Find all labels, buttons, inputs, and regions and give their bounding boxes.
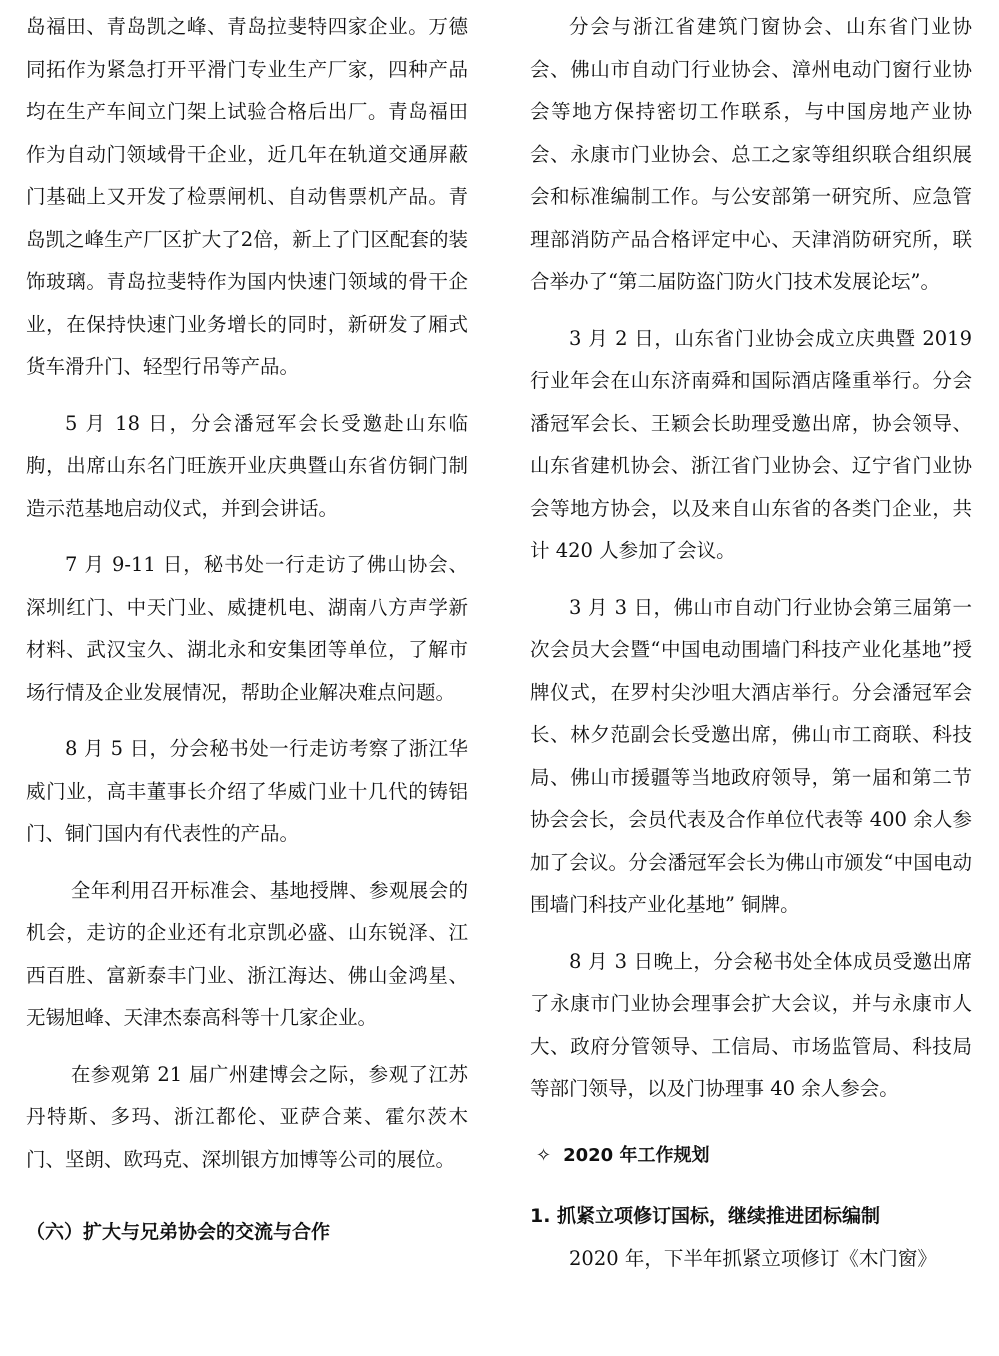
left-column <box>26 6 468 1254</box>
paragraph-march-2: 3 月 2 日，山东省门业协会成立庆典暨 2019 行业年会在山东济南舜和国际酒店隆重举行。分会潘冠军会长、王颖会长助理受邀出席，协会领导、山东省建机协会、浙江省门业协会、辽宁省门业协会等地方协会，以及来自山东省的各类门企业，共计 420 人参加了会议。 <box>530 326 972 562</box>
paragraph-july-9-11: 7 月 9-11 日，秘书处一行走访了佛山协会、深圳红门、中天门业、威捷机电、湖南八方声学新材料、武汉宝久、湖北永和安集团等单位，了解市场行情及企业发展情况，帮助企业解决难点问题。 <box>26 553 468 704</box>
diamond-bullet-icon: ✧ <box>536 1144 552 1166</box>
plan-heading-text: 2020 年工作规划 <box>563 1144 710 1166</box>
paragraph-august-3: 8 月 3 日晚上，分会秘书处全体成员受邀出席了永康市门业协会理事会扩大会议，并与永康市人大、政府分管领导、工信局、市场监管局、科技局等部门领导，以及门协理事 40 余人参会。 <box>530 949 972 1100</box>
paragraph-yearly-visits: 全年利用召开标准会、基地授牌、参观展会的机会，走访的企业还有北京凯必盛、山东锐泽、江西百胜、富新泰丰门业、浙江海达、佛山金鸿星、无锡旭峰、天津杰泰高科等十几家企业。 <box>26 878 468 1029</box>
paragraph-august-5: 8 月 5 日，分会秘书处一行走访考察了浙江华威门业，高丰董事长介绍了华威门业十几代的铸铝门、铜门国内有代表性的产品。 <box>26 737 468 845</box>
paragraph-may-18: 5 月 18 日，分会潘冠军会长受邀赴山东临朐，出席山东名门旺族开业庆典暨山东省仿铜门制造示范基地启动仪式，并到会讲话。 <box>26 411 468 520</box>
section-heading-cooperation: （六）扩大与兄弟协会的交流与合作 <box>26 1221 331 1243</box>
paragraph-qingdao-enterprises: 岛福田、青岛凯之峰、青岛拉斐特四家企业。万德同拓作为紧急打开平滑门专业生产厂家，四种产品均在生产车间立门架上试验合格后出厂。青岛福田作为自动门领域骨干企业，近几年在轨道交通屏蔽门基础上又开发了检票闸机、自动售票机产品。青岛凯之峰生产厂区扩大了2倍，新上了门区配套的装饰玻璃。青岛拉斐特作为国内快速门领域的骨干企业，在保持快速门业务增长的同时，新研发了厢式货车滑升门、轻型行吊等产品。 <box>26 15 468 378</box>
paragraph-association-contacts: 分会与浙江省建筑门窗协会、山东省门业协会、佛山市自动门行业协会、漳州电动门窗行业协会等地方保持密切工作联系，与中国房地产业协会、永康市门业协会、总工之家等组织联合组织展会和标准编制工作。与公安部第一研究所、应急管理部消防产品合格评定中心、天津消防研究所，联合举办了“第二届防盗门防火门技术发展论坛”。 <box>530 15 972 293</box>
paragraph-2020-plan: 2020 年，下半年抓紧立项修订《木门窗》 <box>569 1246 937 1270</box>
subheading-national-standard: 1. 抓紧立项修订国标，继续推进团标编制 <box>530 1205 881 1227</box>
right-column <box>530 6 972 1280</box>
paragraph-guangzhou-expo: 在参观第 21 届广州建博会之际，参观了江苏丹特斯、多玛、浙江都伦、亚萨合莱、霍尔茨木门、坚朗、欧玛克、深圳银方加博等公司的展位。 <box>26 1062 468 1171</box>
section-heading-2020-plan <box>530 1135 972 1178</box>
paragraph-march-3: 3 月 3 日，佛山市自动门行业协会第三届第一次会员大会暨“中国电动围墙门科技产业化基地”授牌仪式，在罗村尖沙咀大酒店举行。分会潘冠军会长、林夕范副会长受邀出席，佛山市工商联、科技局、佛山市援疆等当地政府领导，第一届和第二节协会会长，会员代表及合作单位代表等 400 余人参加了会议。分会潘冠军会长为佛山市颁发“中国电动围墙门科技产业化基地” 铜牌。 <box>530 595 972 916</box>
